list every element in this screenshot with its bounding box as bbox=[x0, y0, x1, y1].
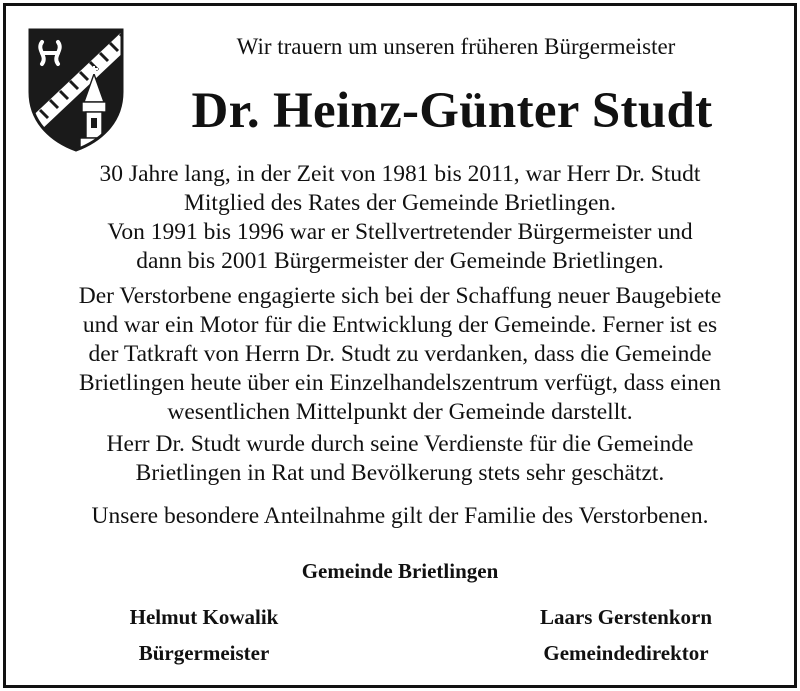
signatory-role: Gemeindedirektor bbox=[543, 641, 709, 665]
signatory-name: Helmut Kowalik bbox=[129, 605, 279, 629]
paragraph-appreciation bbox=[24, 430, 776, 488]
obituary-notice bbox=[3, 3, 797, 688]
text-line: Mitglied des Rates der Gemeinde Brietlingen. bbox=[183, 190, 617, 216]
signature-director bbox=[476, 603, 776, 667]
signature-mayor bbox=[54, 603, 354, 667]
paragraph-career bbox=[24, 160, 776, 276]
text-line: Unsere besondere Anteilnahme gilt der Familie des Verstorbenen. bbox=[91, 503, 709, 529]
text-line: und war ein Motor für die Entwicklung der Gemeinde. Ferner ist es bbox=[82, 312, 718, 338]
intro-line: Wir trauern um unseren früheren Bürgermeister bbox=[236, 34, 676, 59]
paragraph-achievements bbox=[24, 282, 776, 427]
text-line: der Tatkraft von Herrn Dr. Studt zu verdanken, dass die Gemeinde bbox=[88, 341, 712, 367]
text-line: Herr Dr. Studt wurde durch seine Verdienste für die Gemeinde bbox=[106, 431, 694, 457]
signatory-role: Bürgermeister bbox=[138, 641, 270, 665]
text-line: dann bis 2001 Bürgermeister der Gemeinde Brietlingen. bbox=[136, 248, 664, 274]
text-line: Brietlingen in Rat und Bevölkerung stets sehr geschätzt. bbox=[135, 460, 665, 486]
organization-name: Gemeinde Brietlingen bbox=[301, 559, 499, 583]
text-line: Brietlingen heute über ein Einzelhandelszentrum verfügt, dass einen bbox=[78, 370, 722, 396]
coat-of-arms-icon bbox=[24, 26, 128, 154]
deceased-name: Dr. Heinz-Günter Studt bbox=[191, 83, 713, 139]
text-line: 30 Jahre lang, in der Zeit von 1981 bis 2011, war Herr Dr. Studt bbox=[99, 161, 701, 187]
paragraph-condolence bbox=[24, 502, 776, 531]
text-line: Der Verstorbene engagierte sich bei der Schaffung neuer Baugebiete bbox=[78, 283, 722, 309]
text-line: Von 1991 bis 1996 war er Stellvertretender Bürgermeister und bbox=[107, 219, 693, 245]
text-line: wesentlichen Mittelpunkt der Gemeinde darstellt. bbox=[167, 399, 633, 425]
signatory-name: Laars Gerstenkorn bbox=[539, 605, 713, 629]
